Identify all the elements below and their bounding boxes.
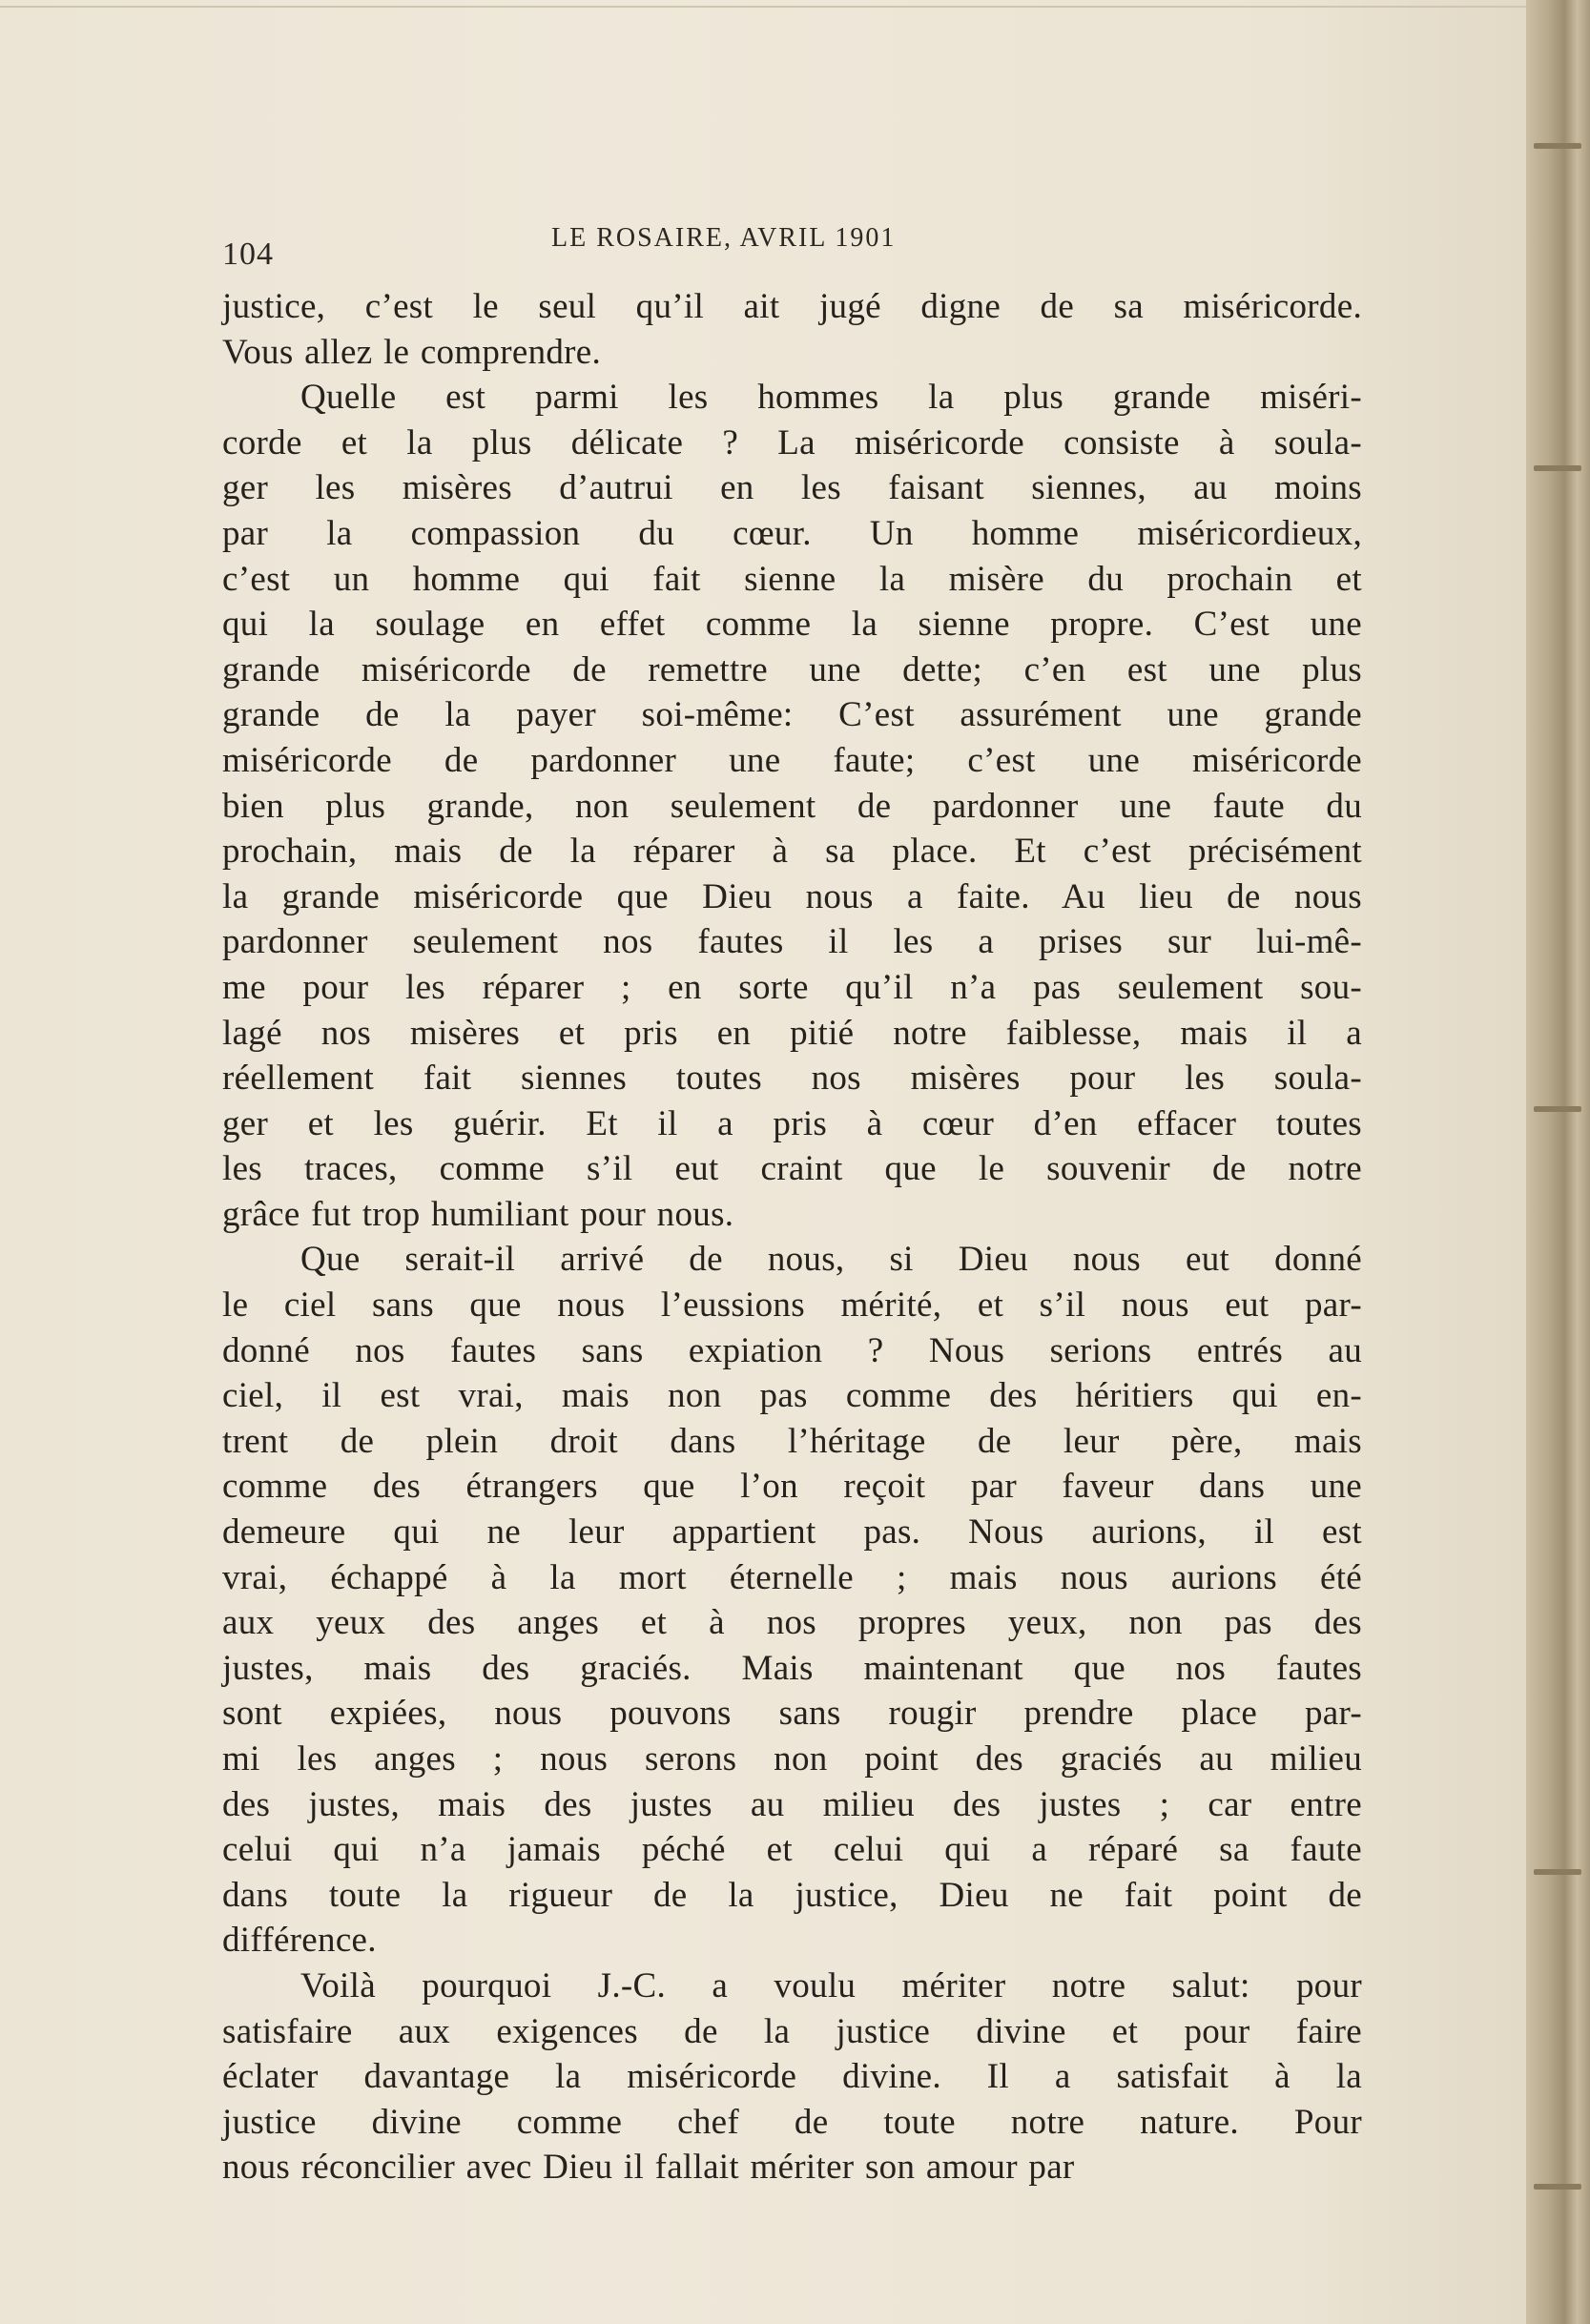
- text-line: demeure qui ne leur appartient pas. Nous aurions, il est: [222, 1512, 1362, 1553]
- paragraph: [222, 1237, 1362, 1964]
- text-line: c’est un homme qui fait sienne la misère du prochain et: [222, 559, 1362, 599]
- text-line: Voilà pourquoi J.-C. a voulu mériter notre salut: pour: [300, 1965, 1362, 2005]
- text-line: Quelle est parmi les hommes la plus grande miséri-: [300, 378, 1362, 418]
- text-line: lagé nos misères et pris en pitié notre faiblesse, mais il a: [222, 1013, 1362, 1053]
- text-line: ger et les guérir. Et il a pris à cœur d’en effacer toutes: [222, 1103, 1362, 1143]
- page-number: 104: [222, 237, 274, 272]
- text-line: aux yeux des anges et à nos propres yeux, non pas des: [222, 1603, 1362, 1643]
- text-line: justes, mais des graciés. Mais maintenant que nos fautes: [222, 1648, 1362, 1688]
- running-header: [222, 212, 1004, 272]
- book-binding-edge: [1526, 0, 1590, 2324]
- paragraph: [222, 375, 1362, 1237]
- text-line: satisfaire aux exigences de la justice divine et pour faire: [222, 2011, 1362, 2051]
- text-line: dans toute la rigueur de la justice, Dieu ne fait point de: [222, 1875, 1362, 1915]
- text-line: me pour les réparer ; en sorte qu’il n’a pas seulement sou-: [222, 967, 1362, 1007]
- text-line: comme des étrangers que l’on reçoit par faveur dans une: [222, 1467, 1362, 1507]
- text-line: donné nos fautes sans expiation ? Nous serions entrés au: [222, 1330, 1362, 1370]
- text-line: qui la soulage en effet comme la sienne propre. C’est une: [222, 605, 1362, 645]
- text-line: corde et la plus délicate ? La miséricorde consiste à soula-: [222, 422, 1362, 463]
- text-line: justice, c’est le seul qu’il ait jugé digne de sa miséricorde.: [222, 287, 1362, 326]
- text-line: Que serait-il arrivé de nous, si Dieu nous eut donné: [300, 1240, 1362, 1280]
- text-line: prochain, mais de la réparer à sa place. Et c’est précisément: [222, 832, 1362, 872]
- text-line: vrai, échappé à la mort éternelle ; mais nous aurions été: [222, 1557, 1362, 1597]
- text-line: Vous allez le comprendre.: [222, 332, 602, 372]
- text-line: miséricorde de pardonner une faute; c’est une miséricorde: [222, 740, 1362, 780]
- text-line: la grande miséricorde que Dieu nous a faite. Au lieu de nous: [222, 876, 1362, 916]
- header-title: LE ROSAIRE, AVRIL 1901: [551, 223, 897, 253]
- text-line: éclater davantage la miséricorde divine. Il a satisfait à la: [222, 2057, 1362, 2097]
- text-line: celui qui n’a jamais péché et celui qui a réparé sa faute: [222, 1830, 1362, 1870]
- text-line: différence.: [222, 1921, 377, 1961]
- text-line: grande de la payer soi-même: C’est assurément une grande: [222, 695, 1362, 735]
- text-line: grande miséricorde de remettre une dette; c’en est une plus: [222, 649, 1362, 689]
- text-line: des justes, mais des justes au milieu des justes ; car entre: [222, 1784, 1362, 1824]
- paragraph: [222, 1964, 1362, 2190]
- text-line: mi les anges ; nous serons non point des graciés au milieu: [222, 1739, 1362, 1779]
- body-text: [222, 284, 1362, 2190]
- paragraph: [222, 284, 1362, 375]
- text-line: par la compassion du cœur. Un homme miséricordieux,: [222, 513, 1362, 553]
- text-line: ciel, il est vrai, mais non pas comme des héritiers qui en-: [222, 1376, 1362, 1416]
- page-top-edge: [0, 6, 1526, 8]
- text-line: justice divine comme chef de toute notre nature. Pour: [222, 2102, 1362, 2142]
- text-line: pardonner seulement nos fautes il les a prises sur lui-mê-: [222, 922, 1362, 962]
- text-line: réellement fait siennes toutes nos misères pour les soula-: [222, 1059, 1362, 1099]
- text-line: trent de plein droit dans l’héritage de leur père, mais: [222, 1421, 1362, 1461]
- text-line: le ciel sans que nous l’eussions mérité, et s’il nous eut par-: [222, 1285, 1362, 1326]
- text-line: les traces, comme s’il eut craint que le souvenir de notre: [222, 1149, 1362, 1189]
- text-line: nous réconcilier avec Dieu il fallait mériter son amour par: [222, 2148, 1075, 2188]
- text-line: sont expiées, nous pouvons sans rougir prendre place par-: [222, 1694, 1362, 1734]
- text-line: ger les misères d’autrui en les faisant siennes, au moins: [222, 468, 1362, 508]
- text-line: grâce fut trop humiliant pour nous.: [222, 1194, 734, 1234]
- text-line: bien plus grande, non seulement de pardonner une faute du: [222, 786, 1362, 826]
